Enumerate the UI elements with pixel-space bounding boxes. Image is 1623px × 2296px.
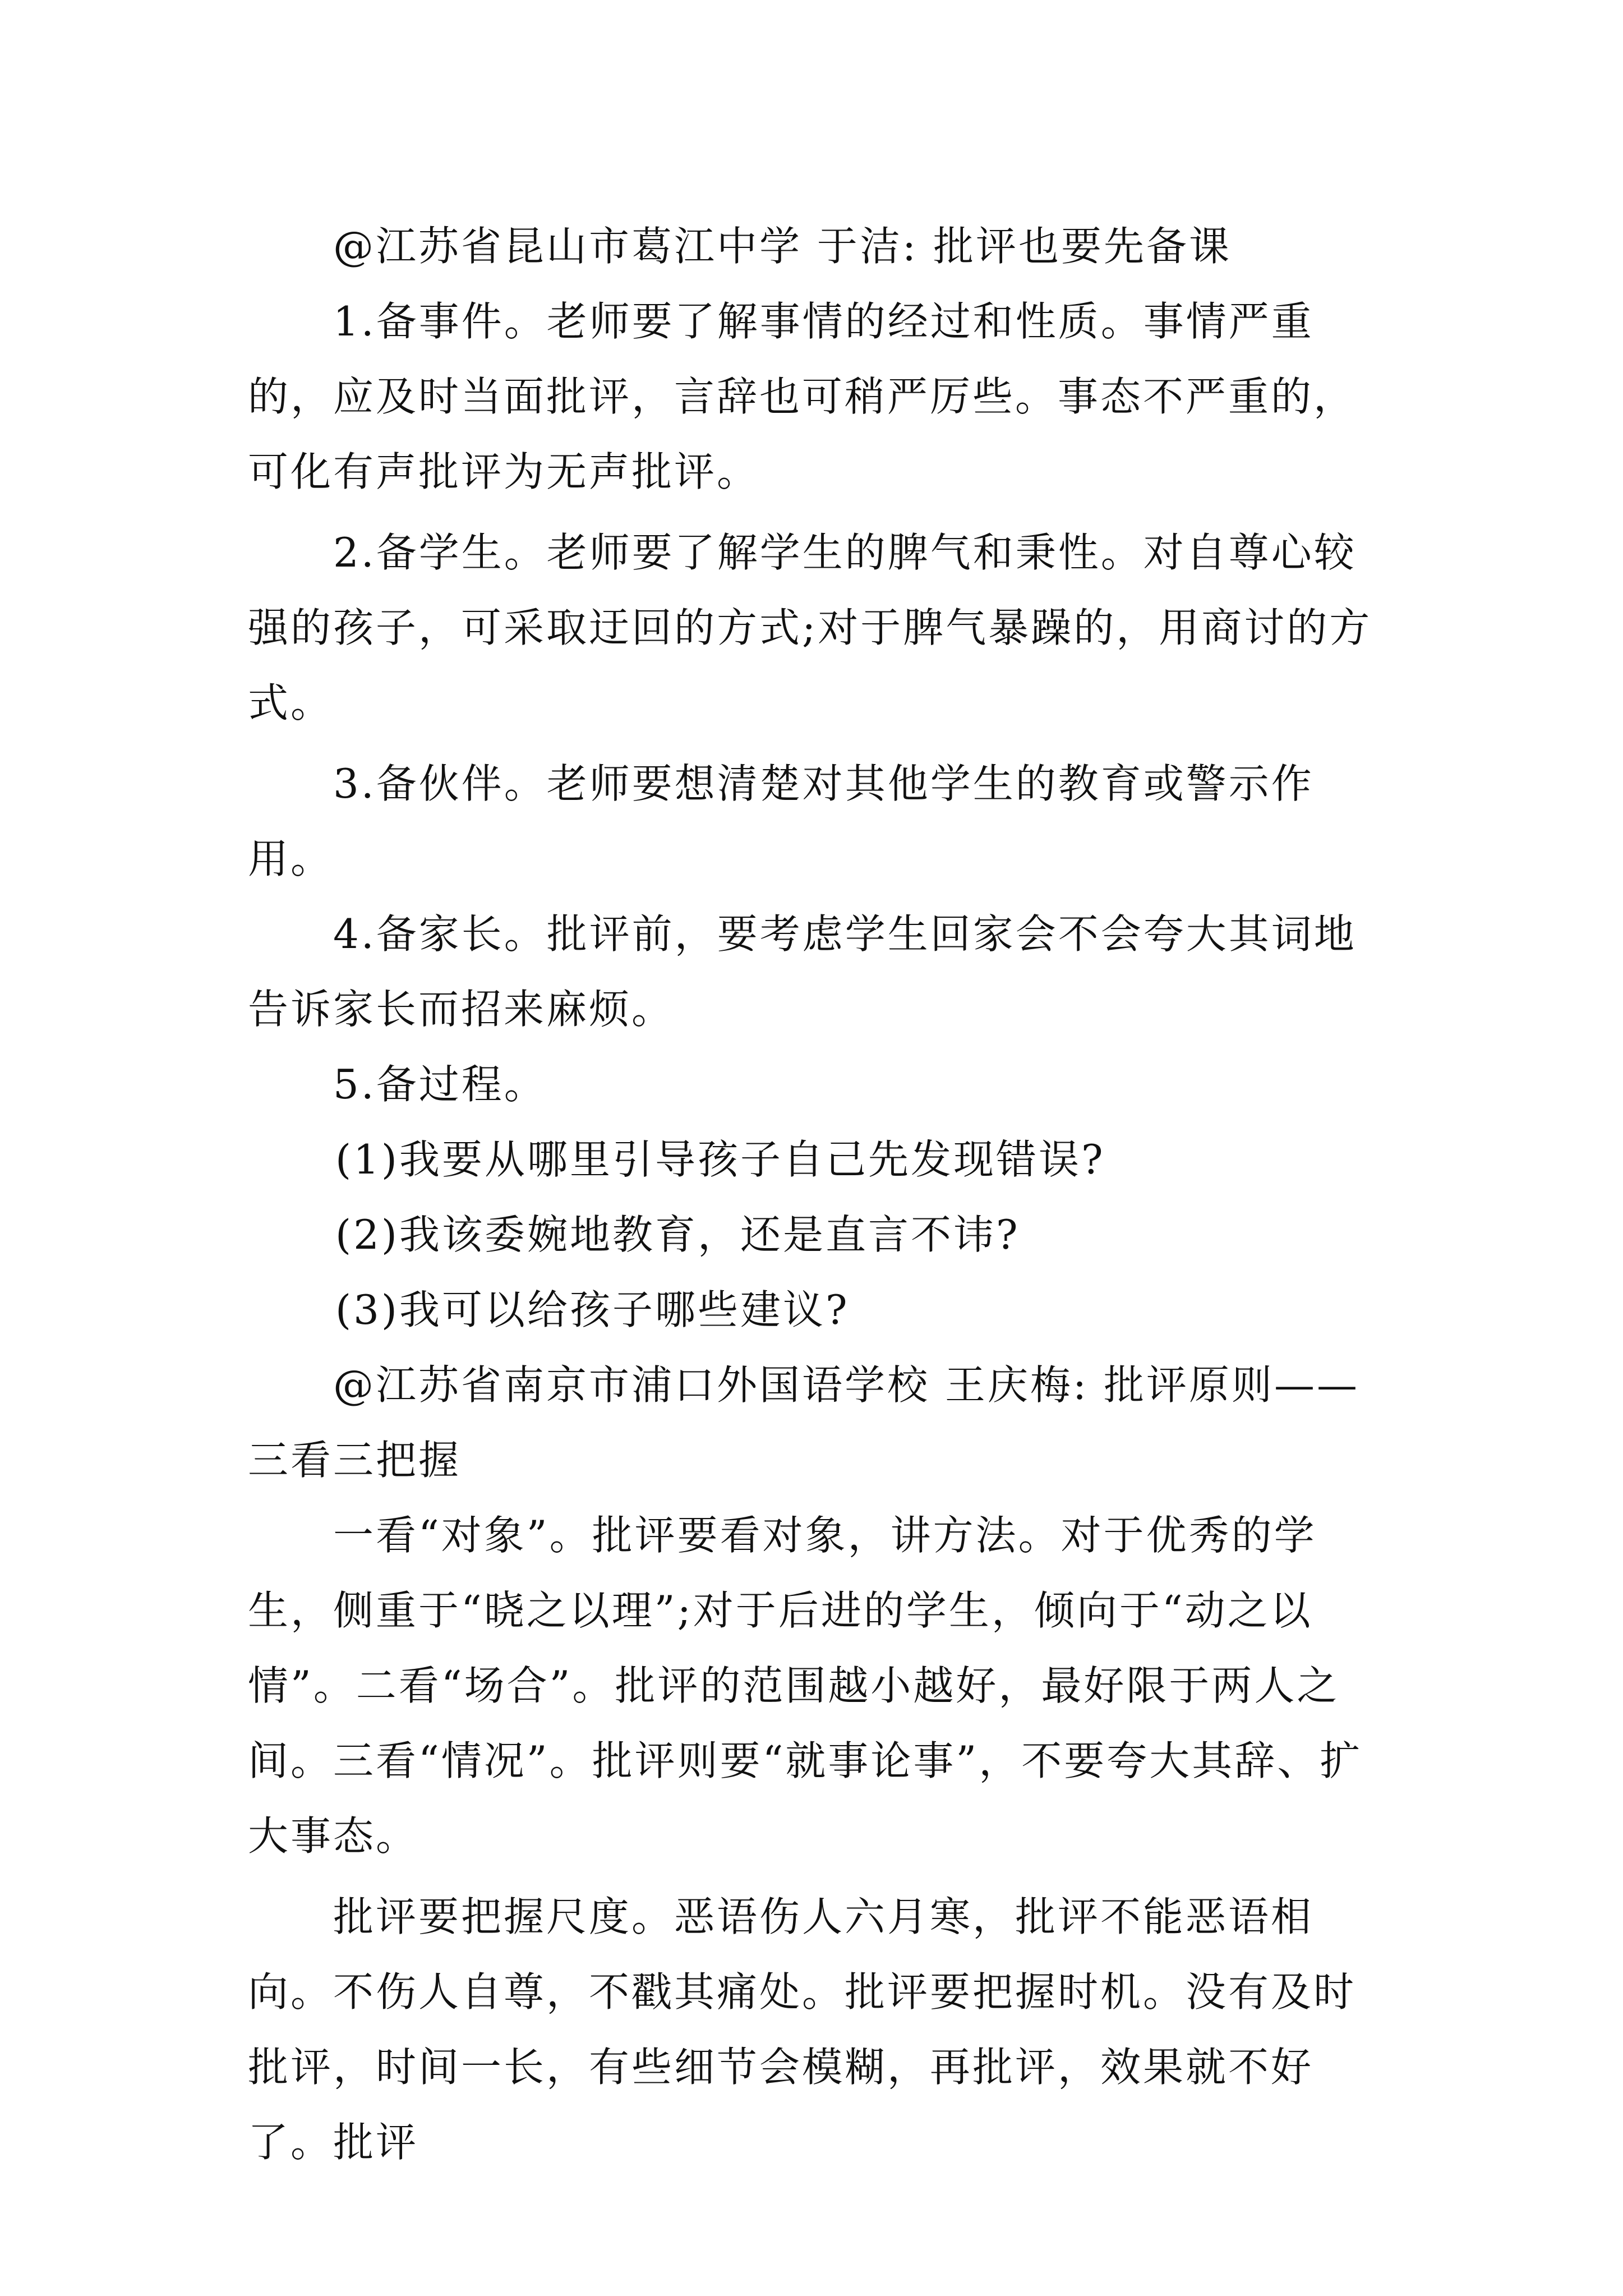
paragraph-question-3: (3)我可以给孩子哪些建议? — [335, 1286, 850, 1333]
paragraph-heading-2: @江苏省南京市浦口外国语学校 王庆梅: 批评原则——三看三把握 — [248, 1361, 1360, 1484]
paragraph-heading-1: @江苏省昆山市葛江中学 于洁: 批评也要先备课 — [333, 223, 1232, 270]
paragraph-question-2: (2)我该委婉地教育，还是直言不讳? — [335, 1211, 1020, 1258]
paragraph-item-3: 3.备伙伴。老师要想清楚对其他学生的教育或警示作用。 — [248, 760, 1314, 882]
paragraph-question-1: (1)我要从哪里引导孩子自己先发现错误? — [335, 1136, 1105, 1183]
paragraph-item-5: 5.备过程。 — [333, 1061, 547, 1108]
paragraph-item-2: 2.备学生。老师要了解学生的脾气和秉性。对自尊心较强的孩子，可采取迂回的方式;对于脾气暴躁的，用商讨的方式。 — [248, 529, 1372, 726]
document-body — [248, 209, 1381, 2180]
paragraph-item-1: 1.备事件。老师要了解事情的经过和性质。事情严重的，应及时当面批评，言辞也可稍严厉些。事态不严重的，可化有声批评为无声批评。 — [248, 298, 1357, 495]
paragraph-three-grasps: 批评要把握尺度。恶语伤人六月寒，批评不能恶语相向。不伤人自尊，不戳其痛处。批评要把握时机。没有及时批评，时间一长，有些细节会模糊，再批评，效果就不好了。批评 — [248, 1893, 1357, 2166]
paragraph-three-looks: 一看“对象”。批评要看对象，讲方法。对于优秀的学生，侧重于“晓之以理”;对于后进的学生，倾向于“动之以情”。二看“场合”。批评的范围越小越好，最好限于两人之间。三看“情况”。批评则要“就事论事”，不要夸大其辞、扩大事态。 — [248, 1512, 1363, 1860]
paragraph-item-4: 4.备家长。批评前，要考虑学生回家会不会夸大其词地告诉家长而招来麻烦。 — [248, 910, 1357, 1033]
